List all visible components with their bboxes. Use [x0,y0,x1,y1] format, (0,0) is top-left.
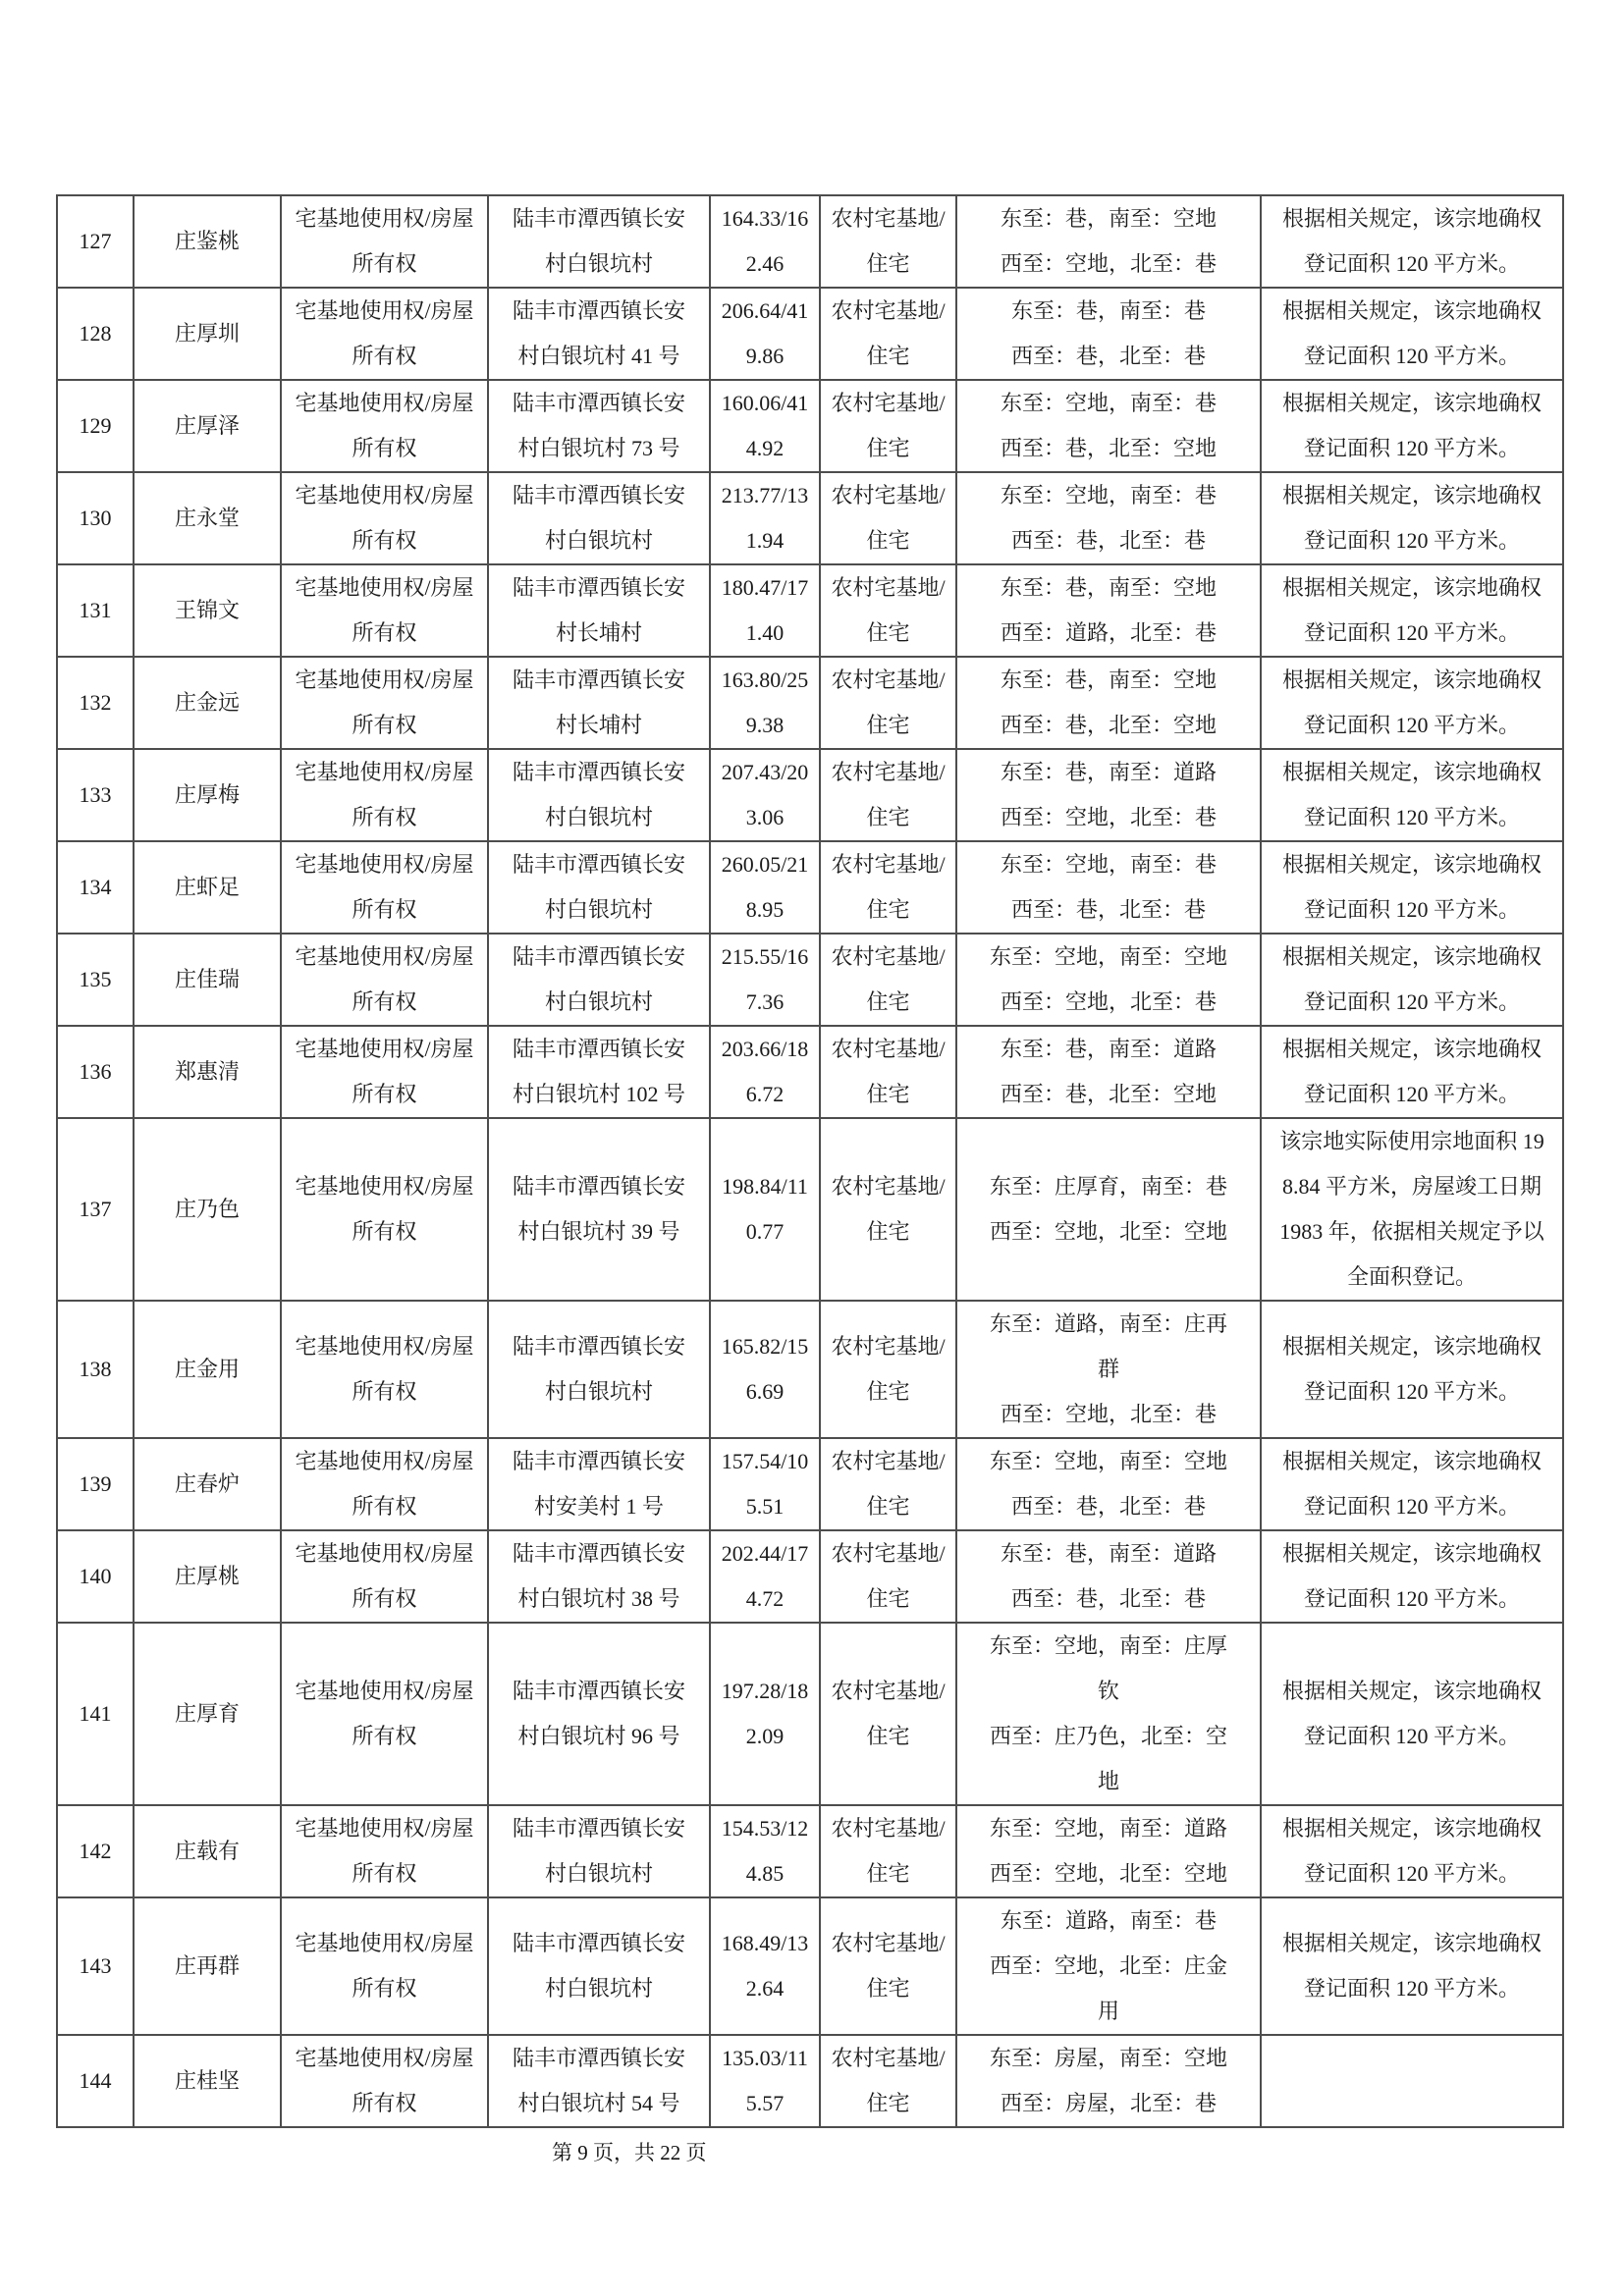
owner-name-cell: 庄桂坚 [134,2035,281,2127]
remark-cell: 根据相关规定，该宗地确权登记面积 120 平方米。 [1261,472,1563,564]
parcel-location-cell: 陆丰市潭西镇长安村白银坑村 73 号 [488,380,710,472]
owner-name-cell: 庄永堂 [134,472,281,564]
land-use-type-cell: 农村宅基地/住宅 [820,1438,956,1530]
owner-name-cell: 庄金远 [134,657,281,749]
parcel-location-cell: 陆丰市潭西镇长安村白银坑村 96 号 [488,1623,710,1805]
remark-cell: 根据相关规定，该宗地确权登记面积 120 平方米。 [1261,749,1563,841]
land-use-type-cell: 农村宅基地/住宅 [820,380,956,472]
boundary-west-north: 西至：空地，北至：空地 [989,1219,1227,1244]
land-use-type-cell: 农村宅基地/住宅 [820,1897,956,2035]
boundary-west-north: 西至：巷，北至：空地 [1000,436,1217,460]
remark-cell: 根据相关规定，该宗地确权登记面积 120 平方米。 [1261,1530,1563,1623]
table-row [57,1026,1563,1118]
sequence-number-cell: 130 [57,472,134,564]
remark-cell: 根据相关规定，该宗地确权登记面积 120 平方米。 [1261,564,1563,657]
boundary-east-south: 东至：巷，南至：空地 [1000,206,1217,231]
area-values-cell: 180.47/171.40 [710,564,820,657]
area-values-cell: 154.53/124.85 [710,1805,820,1897]
boundary-east-south: 东至：空地，南至：空地 [989,944,1227,969]
owner-name-cell: 庄载有 [134,1805,281,1897]
table-row [57,564,1563,657]
boundary-east-south: 东至：巷，南至：道路 [1000,1541,1217,1566]
land-use-type-cell: 农村宅基地/住宅 [820,1805,956,1897]
owner-name-cell: 庄乃色 [134,1118,281,1301]
table-row [57,288,1563,380]
boundary-east-south: 东至：空地，南至：道路 [989,1816,1227,1841]
table-row [57,1897,1563,2035]
sequence-number-cell: 140 [57,1530,134,1623]
table-row [57,195,1563,288]
land-use-type-cell: 农村宅基地/住宅 [820,1623,956,1805]
land-use-type-cell: 农村宅基地/住宅 [820,472,956,564]
boundary-east-south: 东至：空地，南至：巷 [1000,852,1217,877]
area-values-cell: 198.84/110.77 [710,1118,820,1301]
area-values-cell: 260.05/218.95 [710,841,820,934]
boundaries-cell [956,564,1261,657]
boundaries-cell [956,657,1261,749]
land-use-type-cell: 农村宅基地/住宅 [820,1530,956,1623]
remark-cell: 根据相关规定，该宗地确权登记面积 120 平方米。 [1261,1623,1563,1805]
remark-cell: 根据相关规定，该宗地确权登记面积 120 平方米。 [1261,841,1563,934]
table-row [57,1623,1563,1805]
land-use-type-cell: 农村宅基地/住宅 [820,1301,956,1438]
owner-name-cell: 庄虾足 [134,841,281,934]
sequence-number-cell: 136 [57,1026,134,1118]
boundaries-cell [956,380,1261,472]
boundaries-cell [956,841,1261,934]
sequence-number-cell: 138 [57,1301,134,1438]
rights-type-cell: 宅基地使用权/房屋所有权 [281,1301,488,1438]
boundary-east-south: 东至：房屋，南至：空地 [989,2046,1227,2070]
parcel-location-cell: 陆丰市潭西镇长安村白银坑村 [488,1805,710,1897]
boundaries-cell [956,1438,1261,1530]
boundary-west-north: 西至：巷，北至：空地 [1000,713,1217,737]
rights-type-cell: 宅基地使用权/房屋所有权 [281,841,488,934]
area-values-cell: 206.64/419.86 [710,288,820,380]
table-row [57,749,1563,841]
parcel-location-cell: 陆丰市潭西镇长安村白银坑村 [488,841,710,934]
boundary-west-north: 西至：巷，北至：巷 [1010,1586,1206,1611]
boundary-east-south: 东至：空地，南至：空地 [989,1449,1227,1473]
parcel-location-cell: 陆丰市潭西镇长安村白银坑村 [488,1897,710,2035]
parcel-location-cell: 陆丰市潭西镇长安村长埔村 [488,657,710,749]
boundaries-cell [956,2035,1261,2127]
rights-type-cell: 宅基地使用权/房屋所有权 [281,472,488,564]
land-use-type-cell: 农村宅基地/住宅 [820,288,956,380]
owner-name-cell: 庄厚圳 [134,288,281,380]
rights-type-cell: 宅基地使用权/房屋所有权 [281,1026,488,1118]
table-row [57,472,1563,564]
sequence-number-cell: 137 [57,1118,134,1301]
sequence-number-cell: 143 [57,1897,134,2035]
remark-cell: 根据相关规定，该宗地确权登记面积 120 平方米。 [1261,380,1563,472]
boundary-east-south: 东至：巷，南至：空地 [1000,575,1217,600]
boundary-east-south: 东至：巷，南至：空地 [1000,667,1217,692]
table-row [57,1438,1563,1530]
remark-cell: 根据相关规定，该宗地确权登记面积 120 平方米。 [1261,1438,1563,1530]
area-values-cell: 160.06/414.92 [710,380,820,472]
table-row [57,1118,1563,1301]
rights-type-cell: 宅基地使用权/房屋所有权 [281,2035,488,2127]
table-row [57,1301,1563,1438]
remark-cell: 根据相关规定，该宗地确权登记面积 120 平方米。 [1261,1805,1563,1897]
rights-type-cell: 宅基地使用权/房屋所有权 [281,1530,488,1623]
owner-name-cell: 庄鉴桃 [134,195,281,288]
boundary-west-north: 西至：巷，北至：巷 [1010,528,1206,553]
sequence-number-cell: 135 [57,934,134,1026]
parcel-location-cell: 陆丰市潭西镇长安村白银坑村 38 号 [488,1530,710,1623]
rights-type-cell: 宅基地使用权/房屋所有权 [281,1805,488,1897]
owner-name-cell: 庄厚桃 [134,1530,281,1623]
boundaries-cell [956,934,1261,1026]
parcel-location-cell: 陆丰市潭西镇长安村白银坑村 [488,195,710,288]
remark-cell: 根据相关规定，该宗地确权登记面积 120 平方米。 [1261,1301,1563,1438]
parcel-location-cell: 陆丰市潭西镇长安村安美村 1 号 [488,1438,710,1530]
area-values-cell: 163.80/259.38 [710,657,820,749]
table-row [57,380,1563,472]
boundary-east-south: 东至：巷，南至：道路 [1000,760,1217,784]
rights-type-cell: 宅基地使用权/房屋所有权 [281,1438,488,1530]
rights-type-cell: 宅基地使用权/房屋所有权 [281,1118,488,1301]
parcel-location-cell: 陆丰市潭西镇长安村白银坑村 [488,934,710,1026]
owner-name-cell: 庄再群 [134,1897,281,2035]
parcel-location-cell: 陆丰市潭西镇长安村白银坑村 [488,1301,710,1438]
boundary-east-south: 东至：巷，南至：道路 [1000,1037,1217,1061]
rights-type-cell: 宅基地使用权/房屋所有权 [281,195,488,288]
boundaries-cell [956,1530,1261,1623]
boundary-west-north: 西至：道路，北至：巷 [1000,620,1217,645]
boundary-west-north: 西至：巷，北至：巷 [1010,1494,1206,1519]
sequence-number-cell: 142 [57,1805,134,1897]
rights-type-cell: 宅基地使用权/房屋所有权 [281,380,488,472]
owner-name-cell: 庄厚泽 [134,380,281,472]
parcel-location-cell: 陆丰市潭西镇长安村白银坑村 [488,749,710,841]
boundary-west-north: 西至：空地，北至：巷 [1000,251,1217,276]
boundary-east-south: 东至：巷，南至：巷 [1010,298,1206,323]
owner-name-cell: 庄佳瑞 [134,934,281,1026]
boundary-west-north: 西至：空地，北至：庄金用 [989,1953,1227,2023]
boundaries-cell [956,1026,1261,1118]
owner-name-cell: 庄厚梅 [134,749,281,841]
rights-type-cell: 宅基地使用权/房屋所有权 [281,1623,488,1805]
remark-cell: 该宗地实际使用宗地面积 198.84 平方米，房屋竣工日期 1983 年，依据相关规定予以全面积登记。 [1261,1118,1563,1301]
boundary-east-south: 东至：庄厚育，南至：巷 [989,1174,1227,1199]
land-use-type-cell: 农村宅基地/住宅 [820,841,956,934]
area-values-cell: 203.66/186.72 [710,1026,820,1118]
sequence-number-cell: 129 [57,380,134,472]
boundaries-cell [956,1301,1261,1438]
land-use-type-cell: 农村宅基地/住宅 [820,564,956,657]
sequence-number-cell: 127 [57,195,134,288]
area-values-cell: 165.82/156.69 [710,1301,820,1438]
boundaries-cell [956,472,1261,564]
table-row [57,657,1563,749]
boundaries-cell [956,1623,1261,1805]
parcel-location-cell: 陆丰市潭西镇长安村长埔村 [488,564,710,657]
area-values-cell: 213.77/131.94 [710,472,820,564]
boundaries-cell [956,1897,1261,2035]
owner-name-cell: 郑惠清 [134,1026,281,1118]
sequence-number-cell: 141 [57,1623,134,1805]
owner-name-cell: 庄厚育 [134,1623,281,1805]
remark-cell: 根据相关规定，该宗地确权登记面积 120 平方米。 [1261,934,1563,1026]
area-values-cell: 164.33/162.46 [710,195,820,288]
rights-type-cell: 宅基地使用权/房屋所有权 [281,657,488,749]
boundary-west-north: 西至：空地，北至：巷 [1000,805,1217,829]
rights-type-cell: 宅基地使用权/房屋所有权 [281,564,488,657]
area-values-cell: 157.54/105.51 [710,1438,820,1530]
boundaries-cell [956,1118,1261,1301]
boundary-west-north: 西至：空地，北至：巷 [1000,989,1217,1014]
owner-name-cell: 王锦文 [134,564,281,657]
land-use-type-cell: 农村宅基地/住宅 [820,934,956,1026]
sequence-number-cell: 131 [57,564,134,657]
owner-name-cell: 庄春炉 [134,1438,281,1530]
rights-type-cell: 宅基地使用权/房屋所有权 [281,749,488,841]
sequence-number-cell: 132 [57,657,134,749]
area-values-cell: 207.43/203.06 [710,749,820,841]
land-registration-table [56,194,1564,2128]
sequence-number-cell: 133 [57,749,134,841]
area-values-cell: 168.49/132.64 [710,1897,820,2035]
boundary-west-north: 西至：巷，北至：巷 [1010,344,1206,368]
boundary-west-north: 西至：房屋，北至：巷 [1000,2091,1217,2115]
sequence-number-cell: 134 [57,841,134,934]
sequence-number-cell: 128 [57,288,134,380]
remark-cell: 根据相关规定，该宗地确权登记面积 120 平方米。 [1261,657,1563,749]
table-body [57,195,1563,2127]
boundary-west-north: 西至：巷，北至：巷 [1010,897,1206,922]
remark-cell: 根据相关规定，该宗地确权登记面积 120 平方米。 [1261,1897,1563,2035]
land-use-type-cell: 农村宅基地/住宅 [820,1118,956,1301]
table-row [57,1530,1563,1623]
boundary-east-south: 东至：道路，南至：庄再群 [989,1311,1227,1381]
boundaries-cell [956,288,1261,380]
parcel-location-cell: 陆丰市潭西镇长安村白银坑村 39 号 [488,1118,710,1301]
boundaries-cell [956,749,1261,841]
parcel-location-cell: 陆丰市潭西镇长安村白银坑村 41 号 [488,288,710,380]
remark-cell: 根据相关规定，该宗地确权登记面积 120 平方米。 [1261,288,1563,380]
boundary-east-south: 东至：空地，南至：庄厚钦 [989,1633,1227,1703]
land-use-type-cell: 农村宅基地/住宅 [820,1026,956,1118]
area-values-cell: 135.03/115.57 [710,2035,820,2127]
land-use-type-cell: 农村宅基地/住宅 [820,195,956,288]
boundary-west-north: 西至：庄乃色，北至：空地 [989,1724,1227,1793]
page-footer: 第 9 页，共 22 页 [552,2141,707,2164]
area-values-cell: 197.28/182.09 [710,1623,820,1805]
boundaries-cell [956,195,1261,288]
boundary-east-south: 东至：空地，南至：巷 [1000,391,1217,415]
parcel-location-cell: 陆丰市潭西镇长安村白银坑村 54 号 [488,2035,710,2127]
area-values-cell: 202.44/174.72 [710,1530,820,1623]
boundary-west-north: 西至：空地，北至：空地 [989,1861,1227,1886]
table-row [57,934,1563,1026]
remark-cell: 根据相关规定，该宗地确权登记面积 120 平方米。 [1261,195,1563,288]
land-use-type-cell: 农村宅基地/住宅 [820,2035,956,2127]
sequence-number-cell: 139 [57,1438,134,1530]
remark-cell [1261,2035,1563,2127]
table-row [57,841,1563,934]
land-use-type-cell: 农村宅基地/住宅 [820,749,956,841]
rights-type-cell: 宅基地使用权/房屋所有权 [281,288,488,380]
sequence-number-cell: 144 [57,2035,134,2127]
boundary-west-north: 西至：巷，北至：空地 [1000,1082,1217,1106]
table-row [57,2035,1563,2127]
boundary-west-north: 西至：空地，北至：巷 [1000,1402,1217,1426]
area-values-cell: 215.55/167.36 [710,934,820,1026]
boundary-east-south: 东至：道路，南至：巷 [1000,1908,1217,1933]
parcel-location-cell: 陆丰市潭西镇长安村白银坑村 102 号 [488,1026,710,1118]
rights-type-cell: 宅基地使用权/房屋所有权 [281,934,488,1026]
land-use-type-cell: 农村宅基地/住宅 [820,657,956,749]
remark-cell: 根据相关规定，该宗地确权登记面积 120 平方米。 [1261,1026,1563,1118]
table-row [57,1805,1563,1897]
parcel-location-cell: 陆丰市潭西镇长安村白银坑村 [488,472,710,564]
boundary-east-south: 东至：空地，南至：巷 [1000,483,1217,507]
rights-type-cell: 宅基地使用权/房屋所有权 [281,1897,488,2035]
owner-name-cell: 庄金用 [134,1301,281,1438]
boundaries-cell [956,1805,1261,1897]
